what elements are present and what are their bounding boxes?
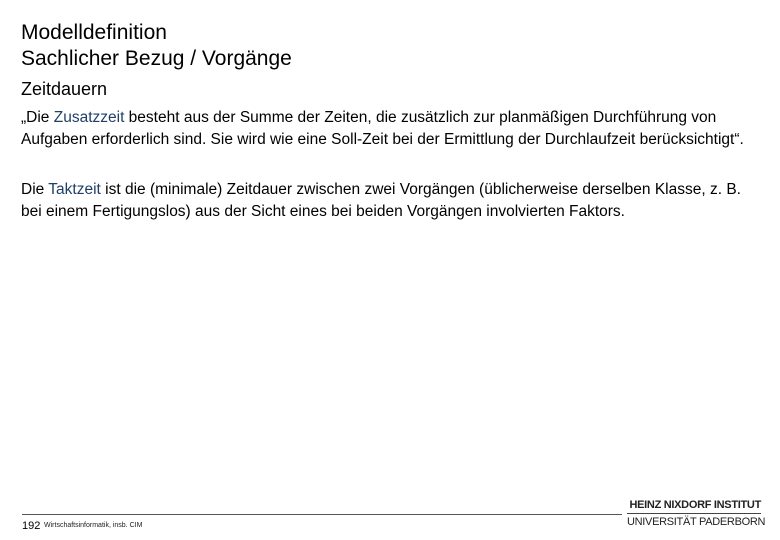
institute-logo [627,498,766,529]
paragraph-1-prefix: „Die [21,109,54,126]
paragraph-2-text: ist die (minimale) Zeitdauer zwischen zwei Vorgängen (üblicherweise derselben Klasse, z. B. bei einem Fertigungslos) aus der Sicht eines bei beiden Vorgängen involvierten Faktors. [21,181,741,220]
term-taktzeit: Taktzeit [48,181,101,198]
paragraph-zusatzzeit [21,107,761,151]
logo-divider [627,513,761,514]
title-line-1: Modelldefinition [21,21,167,44]
footer-divider [22,514,622,515]
term-zusatzzeit: Zusatzzeit [53,109,125,126]
paragraph-1-text: besteht aus der Summe der Zeiten, die zusätzlich zur planmäßigen Durchführung von Aufgaben erforderlich sind. Sie wird wie eine Soll-Zeit bei der Ermittlung der Durchlaufzeit berücksichtigt“. [21,109,744,148]
logo-university-name: UNIVERSITÄT PADERBORN [627,516,766,528]
title-line-2: Sachlicher Bezug / Vorgänge [21,47,292,70]
slide-title [21,20,292,72]
paragraph-2-prefix: Die [21,181,49,198]
section-subtitle: Zeitdauern [21,79,108,99]
page-number: 192 [22,520,41,532]
paragraph-taktzeit [21,179,761,223]
logo-institute-name: HEINZ NIXDORF INSTITUT [629,499,761,511]
footer-course-label: Wirtschaftsinformatik, insb. CIM [44,522,143,529]
